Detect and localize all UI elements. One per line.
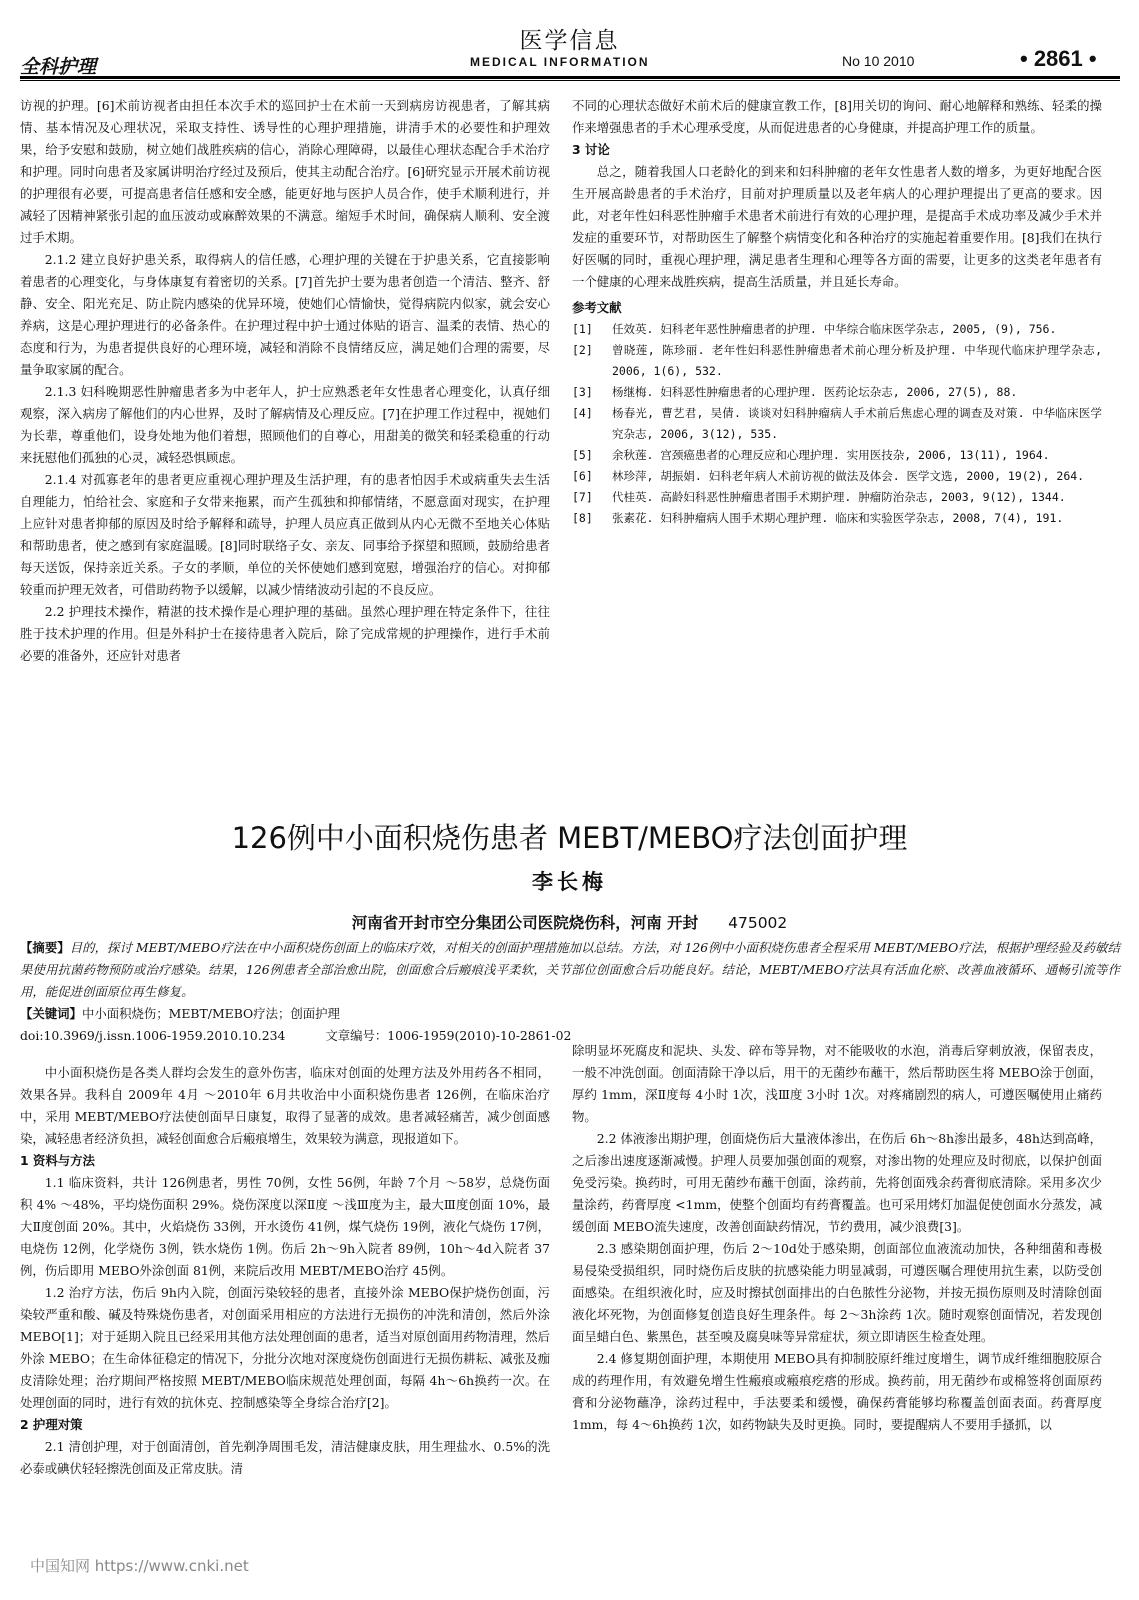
reference-number: [8] <box>572 511 593 525</box>
abstract-label: 【摘要】 <box>20 940 70 955</box>
reference-item <box>572 403 1102 445</box>
article-number: 文章编号：1006-1959(2010)-10-2861-02 <box>325 1028 572 1043</box>
paragraph: 访视的护理。[6]术前访视者由担任本次手术的巡回护士在术前一天到病房访视患者，了解其病情、基本情况及心理状况，采取支持性、诱导性的心理护理措施，讲清手术的必要性和护理效果，给予安慰和鼓励，树立她们战胜疾病的信心，消除心理障碍，以最佳心理状态配合手术治疗和护理。同时向患者及家属讲明治疗经过及预后，使其主动配合治疗。[6]研究显示开展术前访视的护理很有必要，可提高患者信任感和安全感，能更好地与医护人员合作，使手术顺利进行，并减轻了因精神紧张引起的血压波动或麻醉效果的不满意。缩短手术时间，确保病人顺利、安全渡过手术期。 <box>20 98 550 245</box>
reference-item <box>572 340 1102 382</box>
article-right-column <box>572 1040 1102 1436</box>
article-left-column <box>20 1062 550 1480</box>
journal-title-en: MEDICAL INFORMATION <box>470 55 650 69</box>
paragraph: 2.1.2 建立良好护患关系，取得病人的信任感，心理护理的关键在于护患关系，它直接影响着患者的心理变化，与身体康复有着密切的关系。[7]首先护士要为患者创造一个清洁、整齐、舒静、安全、阳光充足、防止院内感染的优异环境，使她们心情愉快，觉得病院内似家，就会安心养病，这是心理护理进行的必备条件。在护理过程中护士通过体贴的语言、温柔的表情、热心的态度和行为，为患者提供良好的心理环境，减轻和消除不良情绪反应，满足她们合理的需要，尽量争取家属的配合。 <box>20 252 550 377</box>
affiliation-text: 河南省开封市空分集团公司医院烧伤科，河南 开封 <box>351 914 699 932</box>
paragraph: 中小面积烧伤是各类人群均会发生的意外伤害，临床对创面的处理方法及外用药各不相同，效果各异。我科自 2009年 4月 ～2010年 6月共收治中小面积烧伤患者 126例，在临床治疗中，采用 MEBT/MEBO疗法使创面早日康复，取得了显著的成效。患者减轻痛苦，减少创面感染，减轻患者经济负担，减轻创面愈合后瘢痕增生，效果较为满意，现报道如下。 <box>20 1065 550 1146</box>
abstract-block <box>20 937 1120 1047</box>
header-rule-thin <box>20 80 1120 81</box>
header-rule-thick <box>20 76 1120 79</box>
section-heading: 2 护理对策 <box>20 1417 83 1432</box>
reference-text: 张素花. 妇科肿瘤病人围手术期心理护理. 临床和实验医学杂志, 2008, 7(4), 191. <box>612 511 1064 525</box>
discussion-heading: 3 讨论 <box>572 142 610 157</box>
reference-text: 余秋莲. 宫颈癌患者的心理反应和心理护理. 实用医技杂, 2006, 13(11), 1964. <box>612 448 1050 462</box>
reference-list <box>572 319 1102 529</box>
reference-text: 曾晓莲, 陈珍丽. 老年性妇科恶性肿瘤患者术前心理分析及护理. 中华现代临床护理学杂志, 2006, 1(6), 532. <box>612 343 1102 378</box>
reference-item <box>572 382 1102 403</box>
reference-number: [3] <box>572 385 593 399</box>
prev-article-right-column <box>572 95 1102 529</box>
references-heading: 参考文献 <box>572 300 622 315</box>
paragraph: 2.4 修复期创面护理，本期使用 MEBO具有抑制胶原纤维过度增生，调节成纤维细胞胶原合成的药理作用，有效避免增生性瘢痕或瘢痕疙瘩的形成。换药前，用无菌纱布或棉签将创面原药膏和分泌物蘸净，涂药过程中，手法要柔和缓慢，确保药膏能够均称覆盖创面表面。药膏厚度 1mm，每 4～6h换药 1次，如药物缺失及时更换。同时，要提醒病人不要用手搔抓，以 <box>572 1351 1102 1432</box>
issue-number: No 10 2010 <box>842 53 915 69</box>
reference-number: [6] <box>572 469 593 483</box>
reference-item <box>572 487 1102 508</box>
keywords-text: 中小面积烧伤；MEBT/MEBO疗法；创面护理 <box>81 1006 340 1021</box>
watermark: 中国知网 https://www.cnki.net <box>30 1557 249 1575</box>
reference-text: 林珍萍, 胡振娟. 妇科老年病人术前访视的做法及体会. 医学文选, 2000, 19(2), 264. <box>612 469 1085 483</box>
paragraph: 1.2 治疗方法，伤后 9h内入院，创面污染较轻的患者，直接外涂 MEBO保护烧伤创面，污染较严重和酸、碱及特殊烧伤患者，对创面采用相应的方法进行无损伤的冲洗和清创，然后外涂 MEBO[1]；对于延期入院且已经采用其他方法处理创面的患者，适当对原创面用药物清理，然后外涂 MEBO；在生命体征稳定的情况下，分批分次地对深度烧伤创面进行无损伤耕耘、减张及痂皮清除处理；治疗期间严格按照 MEBT/MEBO临床规范处理创面，每隔 4h～6h换药一次。在处理创面的同时，进行有效的抗休克、控制感染等全身综合治疗[2]。 <box>20 1285 550 1410</box>
reference-item <box>572 466 1102 487</box>
reference-number: [5] <box>572 448 593 462</box>
paragraph: 2.2 体液渗出期护理，创面烧伤后大量液体渗出，在伤后 6h～8h渗出最多，48h达到高峰，之后渗出速度逐渐减慢。护理人员要加强创面的观察，对渗出物的处理应及时彻底，以保护创面免受污染。换药时，可用无菌纱布蘸干创面，涂药前，先将创面残余药膏彻底清除。采用多次少量涂药，药膏厚度 <1mm，使整个创面均有药膏覆盖。也可采用烤灯加温促使创面水分蒸发，减缓创面 MEBO流失速度，改善创面缺药情况，节约费用，减少浪费[3]。 <box>572 1131 1102 1234</box>
affiliation-zip: 475002 <box>728 914 788 932</box>
reference-number: [1] <box>572 322 593 336</box>
paragraph: 除明显坏死腐皮和泥块、头发、碎布等异物，对不能吸收的水泡，消毒后穿刺放液，保留表皮，一般不冲洗创面。创面清除干净以后，用干的无菌纱布蘸干，然后帮助医生将 MEBO涂于创面，厚约 1mm，深Ⅱ度每 4小时 1次，浅Ⅲ度 3小时 1次。对疼痛剧烈的病人，可遵医嘱使用止痛药物。 <box>572 1043 1102 1124</box>
paragraph: 2.1 清创护理，对于创面清创，首先剃净周围毛发，清洁健康皮肤，用生理盐水、0.5%的洗必泰或碘伏轻轻擦洗创面及正常皮肤。清 <box>20 1439 550 1476</box>
reference-number: [2] <box>572 343 593 357</box>
section-heading: 1 资料与方法 <box>20 1153 95 1168</box>
prev-right-paragraph: 不同的心理状态做好术前术后的健康宣教工作，[8]用关切的询问、耐心地解释和熟练、轻柔的操作来增强患者的手术心理承受度，从而促进患者的心身健康，并提高护理工作的质量。 <box>572 98 1102 135</box>
reference-text: 杨春光, 曹艺君, 吴倩. 谈谈对妇科肿瘤病人手术前后焦虑心理的调查及对策. 中华临床医学究杂志, 2006, 3(12), 535. <box>612 406 1102 441</box>
paragraph: 2.1.3 妇科晚期恶性肿瘤患者多为中老年人，护士应熟悉老年女性患者心理变化，认真仔细观察，深入病房了解他们的内心世界，及时了解病情及心理反应。[7]在护理工作过程中，视她们为长辈，尊重他们，设身处地为他们着想，照顾他们的自尊心，用甜美的微笑和轻柔稳重的行动来抚慰他们孤独的心灵，减轻恐惧顾虑。 <box>20 384 550 465</box>
paragraph: 2.2 护理技术操作，精湛的技术操作是心理护理的基础。虽然心理护理在特定条件下，往往胜于技术护理的作用。但是外科护士在接待患者入院后，除了完成常规的护理操作，进行手术前必要的准备外，还应针对患者 <box>20 604 550 663</box>
article-affiliation <box>0 911 1139 933</box>
paragraph: 1.1 临床资料，共计 126例患者，男性 70例，女性 56例，年龄 7个月 ～58岁，总烧伤面积 4% ～48%，平均烧伤面积 29%。烧伤深度以深Ⅱ度 ～浅Ⅲ度为主，最大Ⅲ度创面 10%，最大Ⅱ度创面 20%。其中，火焰烧伤 33例，开水烫伤 41例，煤气烧伤 19例，液化气烧伤 17例，电烧伤 12例，化学烧伤 3例，铁水烧伤 1例。伤后 2h～9h入院者 89例，10h～4d入院者 37例，伤后即用 MEBO外涂创面 81例，来院后改用 MEBT/MEBO治疗 45例。 <box>20 1175 550 1278</box>
reference-number: [4] <box>572 406 593 420</box>
discussion-paragraph: 总之，随着我国人口老龄化的到来和妇科肿瘤的老年女性患者人数的增多，为更好地配合医生开展高龄患者的手术治疗，目前对护理质量以及老年病人的心理护理提出了更高的要求。因此，对老年性妇科恶性肿瘤手术患者术前进行有效的心理护理，是提高手术成功率及减少手术并发症的重要环节，对帮助医生了解整个病情变化和各种治疗的实施起着重要作用。[8]我们在执行好医嘱的同时，重视心理护理，满足患者生理和心理等各方面的需要，让更多的这类老年患者有一个健康的心理来战胜疾病，提高生活质量，并且延长寿命。 <box>572 164 1102 289</box>
reference-text: 杨继梅. 妇科恶性肿瘤患者的心理护理. 医药论坛杂志, 2006, 27(5), 88. <box>612 385 1018 399</box>
keywords-label: 【关键词】 <box>20 1006 82 1021</box>
reference-item <box>572 508 1102 529</box>
journal-title-cn: 医学信息 <box>519 28 620 54</box>
page-header <box>0 0 1139 80</box>
abstract-text: 目的，探讨 MEBT/MEBO疗法在中小面积烧伤创面上的临床疗效，对相关的创面护理措施加以总结。方法，对 126例中小面积烧伤患者全程采用 MEBT/MEBO疗法，根据护理经验及药敏结果使用抗菌药物预防或治疗感染。结果，126例患者全部治愈出院，创面愈合后瘢痕浅平柔软，关节部位创面愈合后功能良好。结论，MEBT/MEBO疗法具有活血化瘀、改善血液循环、通畅引流等作用，能促进创面原位再生修复。 <box>20 940 1120 999</box>
reference-item <box>572 445 1102 466</box>
reference-text: 代桂英. 高龄妇科恶性肿瘤患者围手术期护理. 肿瘤防治杂志, 2003, 9(12), 1344. <box>612 490 1066 504</box>
article-title: 126例中小面积烧伤患者 MEBT/MEBO疗法创面护理 <box>231 821 908 855</box>
prev-article-left-column <box>20 95 550 667</box>
reference-item <box>572 319 1102 340</box>
reference-number: [7] <box>572 490 593 504</box>
paragraph: 2.3 感染期创面护理，伤后 2～10d处于感染期，创面部位血液流动加快，各种细菌和毒极易侵染受损组织，同时烧伤后皮肤的抗感染能力明显减弱，可遵医嘱合理使用抗生素，以防受创面感染。在组织液化时，应及时擦拭创面排出的白色脓性分泌物，并按无损伤原则及时清除创面液化坏死物，为创面修复创造良好生理条件。每 2～3h涂药 1次。随时观察创面情况，若发现创面呈蜡白色、紫黑色，甚至嗅及腐臭味等异常症状，须立即请医生检查处理。 <box>572 1241 1102 1344</box>
article-author: 李长梅 <box>532 869 607 894</box>
section-label: 全科护理 <box>20 56 97 78</box>
page-number: • 2861 • <box>1020 46 1097 71</box>
paragraph: 2.1.4 对孤寡老年的患者更应重视心理护理及生活护理，有的患者怕因手术或病重失去生活自理能力，怕给社会、家庭和子女带来拖累，而产生孤独和抑郁情绪，不愿意面对现实，在护理上应针对患者抑郁的原因及时给予解释和疏导，护理人员应真正做到从内心无微不至地关心体贴和帮助患者，使之感到有家庭温暖。[8]同时联络子女、亲友、同事给予探望和照顾，鼓励给患者每天送饭，保持亲近关系。子女的孝顺，单位的关怀使她们感到宽慰，增强治疗的信心。对抑郁较重而护理无效者，可借助药物予以缓解，以减少情绪波动引起的不良反应。 <box>20 472 550 597</box>
reference-text: 任效英. 妇科老年恶性肿瘤患者的护理. 中华综合临床医学杂志, 2005, (9), 756. <box>612 322 1057 336</box>
doi: doi:10.3969/j.issn.1006-1959.2010.10.234 <box>20 1028 286 1043</box>
